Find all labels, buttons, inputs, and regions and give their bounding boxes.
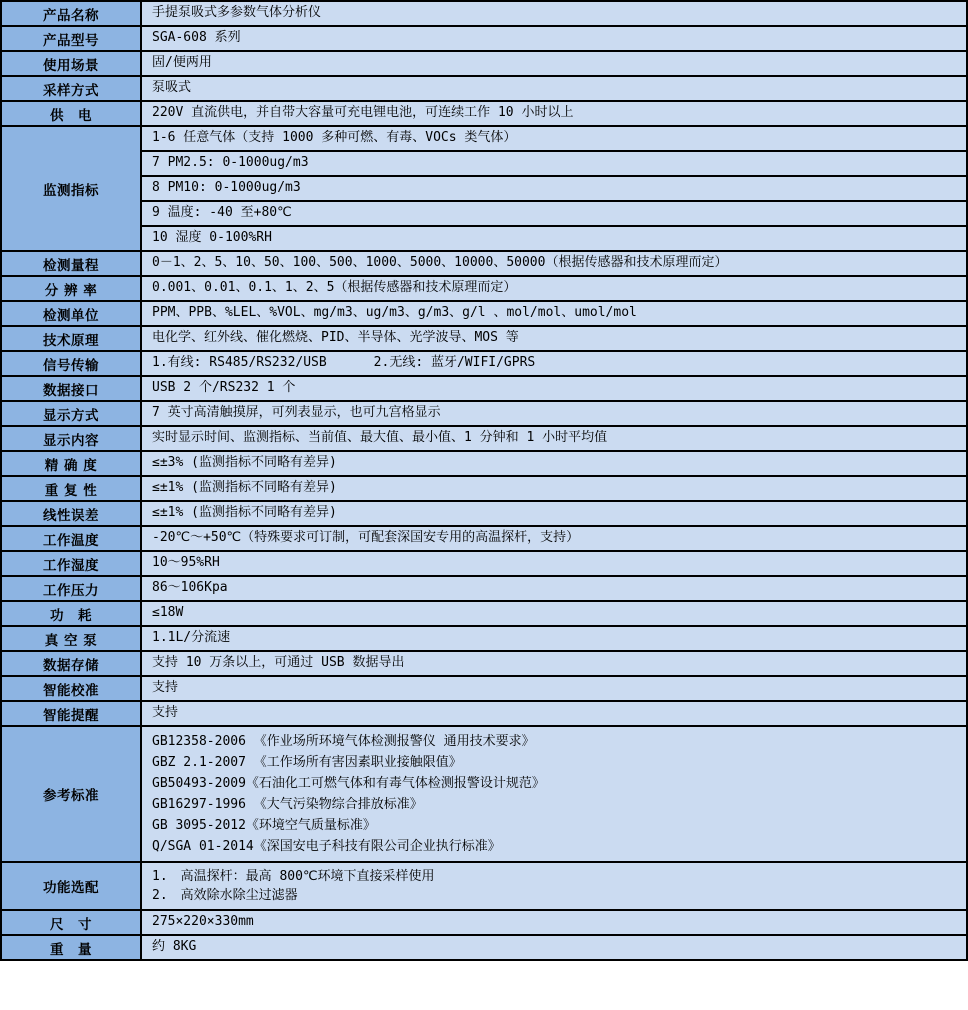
spec-row [1,451,967,476]
spec-value: 275×220×330mm [141,910,967,935]
spec-label: 功 耗 [1,601,141,626]
spec-value: 1.有线: RS485/RS232/USB 2.无线: 蓝牙/WIFI/GPRS [141,351,967,376]
spec-row [1,476,967,501]
spec-value [141,862,967,910]
spec-value: 9 温度: -40 至+80℃ [141,201,967,226]
spec-value: 8 PM10: 0-1000ug/m3 [141,176,967,201]
spec-row [1,501,967,526]
spec-label: 监测指标 [1,126,141,251]
spec-label: 产品型号 [1,26,141,51]
spec-value: 86～106Kpa [141,576,967,601]
spec-row [1,862,967,910]
spec-row [1,301,967,326]
spec-value: USB 2 个/RS232 1 个 [141,376,967,401]
spec-value-line: GB50493-2009《石油化工可燃气体和有毒气体检测报警设计规范》 [152,776,545,791]
spec-value: -20℃～+50℃（特殊要求可订制，可配套深国安专用的高温探杆，支持） [141,526,967,551]
spec-label: 检测量程 [1,251,141,276]
spec-row [1,26,967,51]
spec-row [1,726,967,862]
spec-value-line: GBZ 2.1-2007 《工作场所有害因素职业接触限值》 [152,755,462,770]
spec-value: SGA-608 系列 [141,26,967,51]
spec-value: 10～95%RH [141,551,967,576]
spec-label: 分 辨 率 [1,276,141,301]
spec-value: 220V 直流供电，并自带大容量可充电锂电池，可连续工作 10 小时以上 [141,101,967,126]
spec-label: 工作温度 [1,526,141,551]
spec-label: 技术原理 [1,326,141,351]
spec-row [1,626,967,651]
spec-value: 固/便两用 [141,51,967,76]
spec-row [1,126,967,151]
spec-row [1,376,967,401]
spec-row [1,651,967,676]
spec-value-line: GB 3095-2012《环境空气质量标准》 [152,818,376,833]
spec-row [1,401,967,426]
spec-label: 尺 寸 [1,910,141,935]
spec-value: ≤±3% (监测指标不同略有差异) [141,451,967,476]
spec-label: 精 确 度 [1,451,141,476]
spec-value: 实时显示时间、监测指标、当前值、最大值、最小值、1 分钟和 1 小时平均值 [141,426,967,451]
spec-row [1,76,967,101]
spec-row [1,251,967,276]
spec-row [1,176,967,201]
spec-label: 智能提醒 [1,701,141,726]
spec-label: 检测单位 [1,301,141,326]
spec-value-line: 2. 高效除水除尘过滤器 [152,888,298,903]
spec-value: 7 英寸高清触摸屏，可列表显示，也可九宫格显示 [141,401,967,426]
spec-value: 泵吸式 [141,76,967,101]
spec-value-line: Q/SGA 01-2014《深国安电子科技有限公司企业执行标准》 [152,839,501,854]
spec-value: ≤18W [141,601,967,626]
spec-value-line: GB16297-1996 《大气污染物综合排放标准》 [152,797,423,812]
spec-label: 数据接口 [1,376,141,401]
spec-label: 产品名称 [1,1,141,26]
spec-row [1,526,967,551]
spec-value-line: 1. 高温探杆：最高 800℃环境下直接采样使用 [152,869,435,884]
spec-value: 约 8KG [141,935,967,960]
spec-value: 1.1L/分流速 [141,626,967,651]
spec-row [1,351,967,376]
spec-row [1,201,967,226]
spec-label: 数据存储 [1,651,141,676]
spec-row [1,226,967,251]
spec-label: 工作压力 [1,576,141,601]
spec-value [141,726,967,862]
spec-value: 手提泵吸式多参数气体分析仪 [141,1,967,26]
spec-value: 10 湿度 0-100%RH [141,226,967,251]
spec-value: 电化学、红外线、催化燃烧、PID、半导体、光学波导、MOS 等 [141,326,967,351]
spec-value: 1-6 任意气体（支持 1000 多种可燃、有毒、VOCs 类气体） [141,126,967,151]
spec-label: 显示方式 [1,401,141,426]
spec-label: 线性误差 [1,501,141,526]
spec-label: 工作湿度 [1,551,141,576]
spec-value: 0.001、0.01、0.1、1、2、5（根据传感器和技术原理而定） [141,276,967,301]
spec-row [1,51,967,76]
spec-value-line: GB12358-2006 《作业场所环境气体检测报警仪 通用技术要求》 [152,734,535,749]
spec-row [1,935,967,960]
spec-row [1,551,967,576]
spec-value: 支持 10 万条以上，可通过 USB 数据导出 [141,651,967,676]
spec-label: 重 复 性 [1,476,141,501]
spec-label: 重 量 [1,935,141,960]
spec-row [1,1,967,26]
spec-value: 支持 [141,701,967,726]
spec-value: PPM、PPB、%LEL、%VOL、mg/m3、ug/m3、g/m3、g/l 、mol/mol、umol/mol [141,301,967,326]
spec-table-body [1,1,967,960]
spec-value: 0－1、2、5、10、50、100、500、1000、5000、10000、50000（根据传感器和技术原理而定） [141,251,967,276]
spec-row [1,701,967,726]
spec-value: 7 PM2.5: 0-1000ug/m3 [141,151,967,176]
spec-row [1,151,967,176]
spec-label: 采样方式 [1,76,141,101]
spec-row [1,910,967,935]
spec-value: ≤±1% (监测指标不同略有差异) [141,501,967,526]
spec-row [1,276,967,301]
spec-label: 使用场景 [1,51,141,76]
spec-value: ≤±1% (监测指标不同略有差异) [141,476,967,501]
spec-label: 显示内容 [1,426,141,451]
spec-label: 信号传输 [1,351,141,376]
spec-row [1,676,967,701]
spec-value: 支持 [141,676,967,701]
spec-row [1,576,967,601]
spec-row [1,101,967,126]
spec-row [1,601,967,626]
spec-label: 供 电 [1,101,141,126]
spec-label: 功能选配 [1,862,141,910]
spec-label: 参考标准 [1,726,141,862]
spec-label: 智能校准 [1,676,141,701]
spec-row [1,426,967,451]
spec-row [1,326,967,351]
spec-label: 真 空 泵 [1,626,141,651]
